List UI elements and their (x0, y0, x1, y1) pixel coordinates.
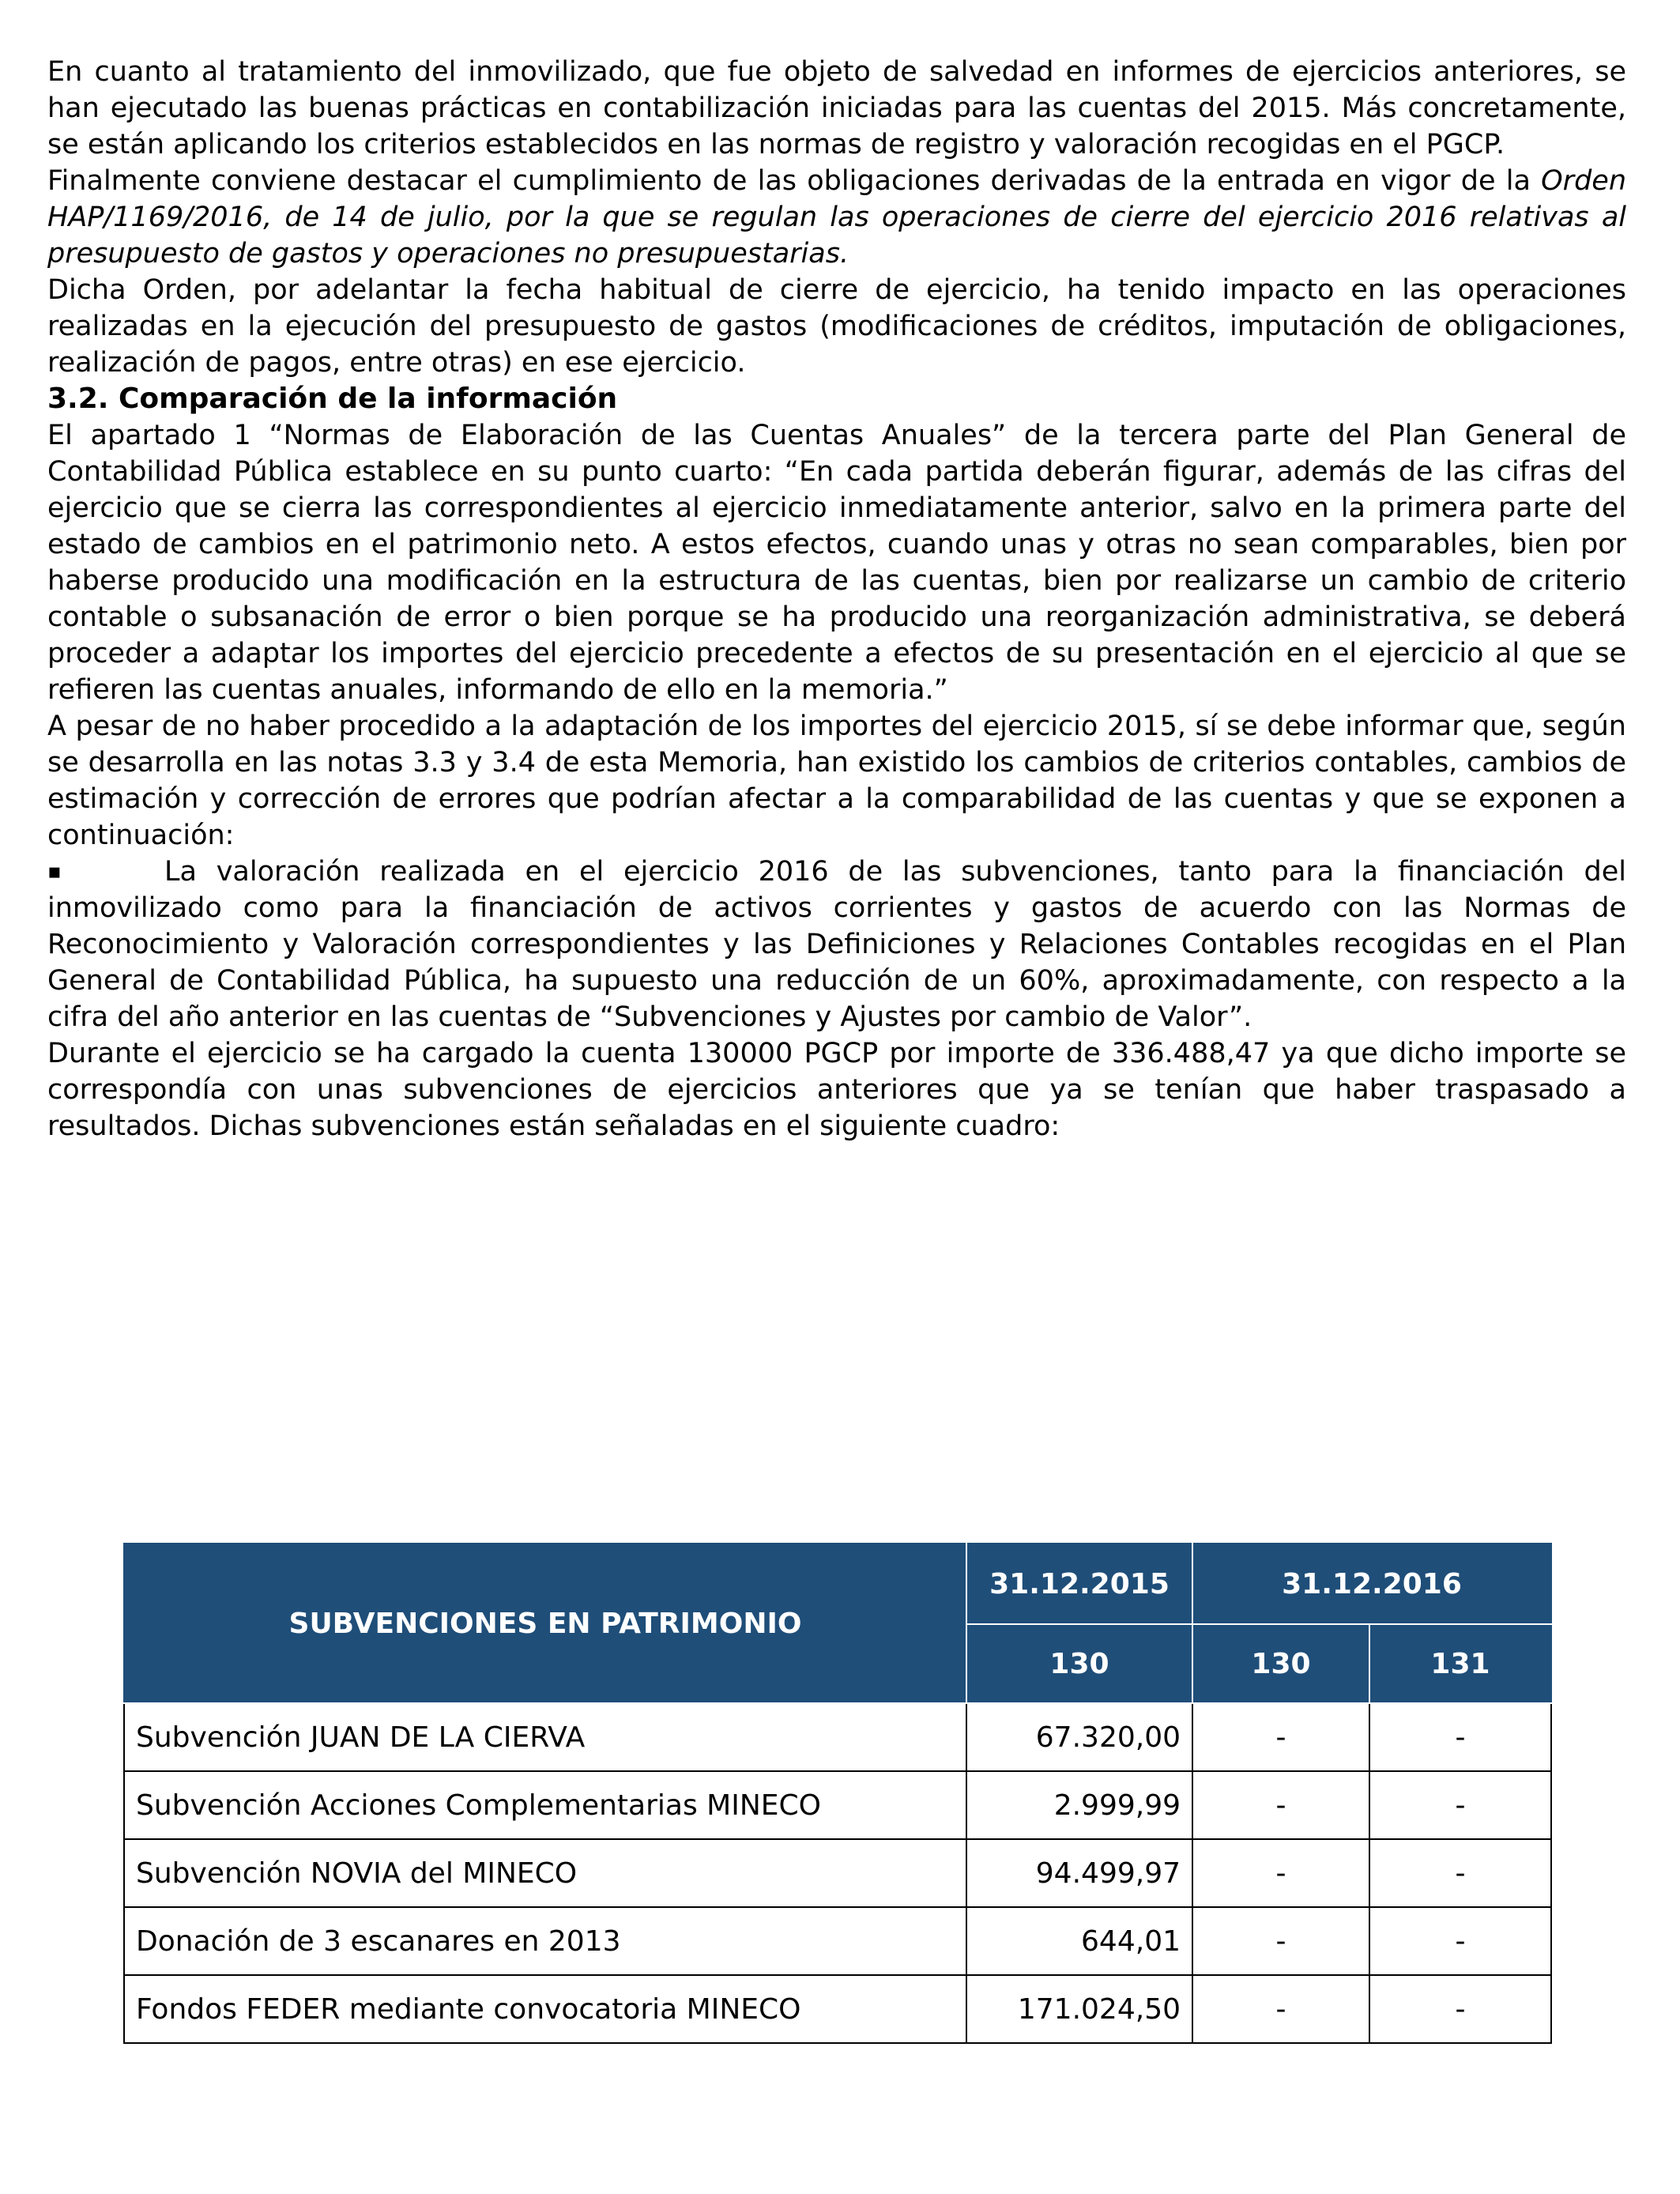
document-body (47, 54, 1626, 1144)
value-2016-130: - (1192, 1975, 1369, 2043)
row-label: Subvención Acciones Complementarias MINECO (124, 1771, 966, 1839)
value-2016-131: - (1369, 1771, 1551, 1839)
value-2015: 644,01 (966, 1907, 1192, 1975)
value-2016-130: - (1192, 1839, 1369, 1907)
paragraph-normas-elaboracion: El apartado 1 “Normas de Elaboración de las Cuentas Anuales” de la tercera parte del Plan General de Contabilidad Pública establece en su punto cuarto: “En cada partida deberán figurar, además de las cifras del ejercicio que se cierra las correspondientes al ejercicio inmediatamente anterior, salvo en la primera parte del estado de cambios en el patrimonio neto. A estos efectos, cuando unas y otras no sean comparables, bien por haberse producido una modificación en la estructura de las cuentas, bien por realizarse un cambio de criterio contable o subsanación de error o bien porque se ha producido una reorganización administrativa, se deberá proceder a adaptar los importes del ejercicio precedente a efectos de su presentación en el ejercicio al que se refieren las cuentas anuales, informando de ello en la memoria.” (47, 420, 1626, 706)
paragraph-dicha-orden: Dicha Orden, por adelantar la fecha habitual de cierre de ejercicio, ha tenido impacto en las operaciones realizadas en la ejecución del presupuesto de gastos (modificaciones de créditos, imputación de obligaciones, realización de pagos, entre otras) en ese ejercicio. (47, 274, 1626, 379)
value-2015: 171.024,50 (966, 1975, 1192, 2043)
year-2016-header: 31.12.2016 (1192, 1544, 1551, 1624)
paragraph-orden-hap (47, 163, 1626, 272)
value-2015: 94.499,97 (966, 1839, 1192, 1907)
account-131-2016-header: 131 (1369, 1624, 1551, 1703)
row-label: Donación de 3 escanares en 2013 (124, 1907, 966, 1975)
account-130-2015-header: 130 (966, 1624, 1192, 1703)
value-2016-130: - (1192, 1907, 1369, 1975)
bullet-square-icon: ▪ (47, 860, 62, 884)
paragraph-cuenta-130000: Durante el ejercicio se ha cargado la cuenta 130000 PGCP por importe de 336.488,47 ya que dicho importe se correspondía con unas subvenciones de ejercicios anteriores que ya se tenían que haber traspasado a resultados. Dichas subvenciones están señaladas en el siguiente cuadro: (47, 1038, 1626, 1142)
value-2016-131: - (1369, 1975, 1551, 2043)
paragraph-inmovilizado: En cuanto al tratamiento del inmovilizado, que fue objeto de salvedad en informes de ejercicios anteriores, se han ejecutado las buenas prácticas en contabilización iniciadas para las cuentas del 2015. Más concretamente, se están aplicando los criterios establecidos en las normas de registro y valoración recogidas en el PGCP. (47, 56, 1626, 160)
bullet-item-valoracion (47, 854, 1626, 1035)
value-2015: 2.999,99 (966, 1771, 1192, 1839)
subvenciones-table (123, 1543, 1552, 2044)
table-row (124, 1907, 1551, 1975)
value-2016-130: - (1192, 1771, 1369, 1839)
value-2016-131: - (1369, 1839, 1551, 1907)
row-label: Fondos FEDER mediante convocatoria MINECO (124, 1975, 966, 2043)
value-2016-131: - (1369, 1703, 1551, 1771)
table-row (124, 1703, 1551, 1771)
value-2016-130: - (1192, 1703, 1369, 1771)
table-row (124, 1975, 1551, 2043)
bullet-item-text: La valoración realizada en el ejercicio 2016 de las subvenciones, tanto para la financiación del inmovilizado como para la financiación de activos corrientes y gastos de acuerdo con las Normas de Reconocimiento y Valoración correspondientes y las Definiciones y Relaciones Contables recogidas en el Plan General de Contabilidad Pública, ha supuesto una reducción de un 60%, aproximadamente, con respecto a la cifra del año anterior en las cuentas de “Subvenciones y Ajustes por cambio de Valor”. (47, 856, 1626, 1033)
value-2016-131: - (1369, 1907, 1551, 1975)
table-row (124, 1839, 1551, 1907)
table-title-header: SUBVENCIONES EN PATRIMONIO (124, 1544, 966, 1703)
orden-hap-citation: Orden HAP/1169/2016, de 14 de julio, por la que se regulan las operaciones de cierre del ejercicio 2016 relativas al presupuesto de gastos y operaciones no presupuestarias. (47, 165, 1626, 270)
paragraph-adaptacion: A pesar de no haber procedido a la adaptación de los importes del ejercicio 2015, sí se debe informar que, según se desarrolla en las notas 3.3 y 3.4 de esta Memoria, han existido los cambios de criterios contables, cambios de estimación y corrección de errores que podrían afectar a la comparabilidad de las cuentas y que se exponen a continuación: (47, 711, 1626, 851)
paragraph-orden-hap-intro: Finalmente conviene destacar el cumplimiento de las obligaciones derivadas de la entrada en vigor de la (47, 165, 1542, 197)
year-2015-header: 31.12.2015 (966, 1544, 1192, 1624)
section-heading: 3.2. Comparación de la información (47, 383, 618, 415)
row-label: Subvención JUAN DE LA CIERVA (124, 1703, 966, 1771)
value-2015: 67.320,00 (966, 1703, 1192, 1771)
row-label: Subvención NOVIA del MINECO (124, 1839, 966, 1907)
table-row (124, 1771, 1551, 1839)
account-130-2016-header: 130 (1192, 1624, 1369, 1703)
